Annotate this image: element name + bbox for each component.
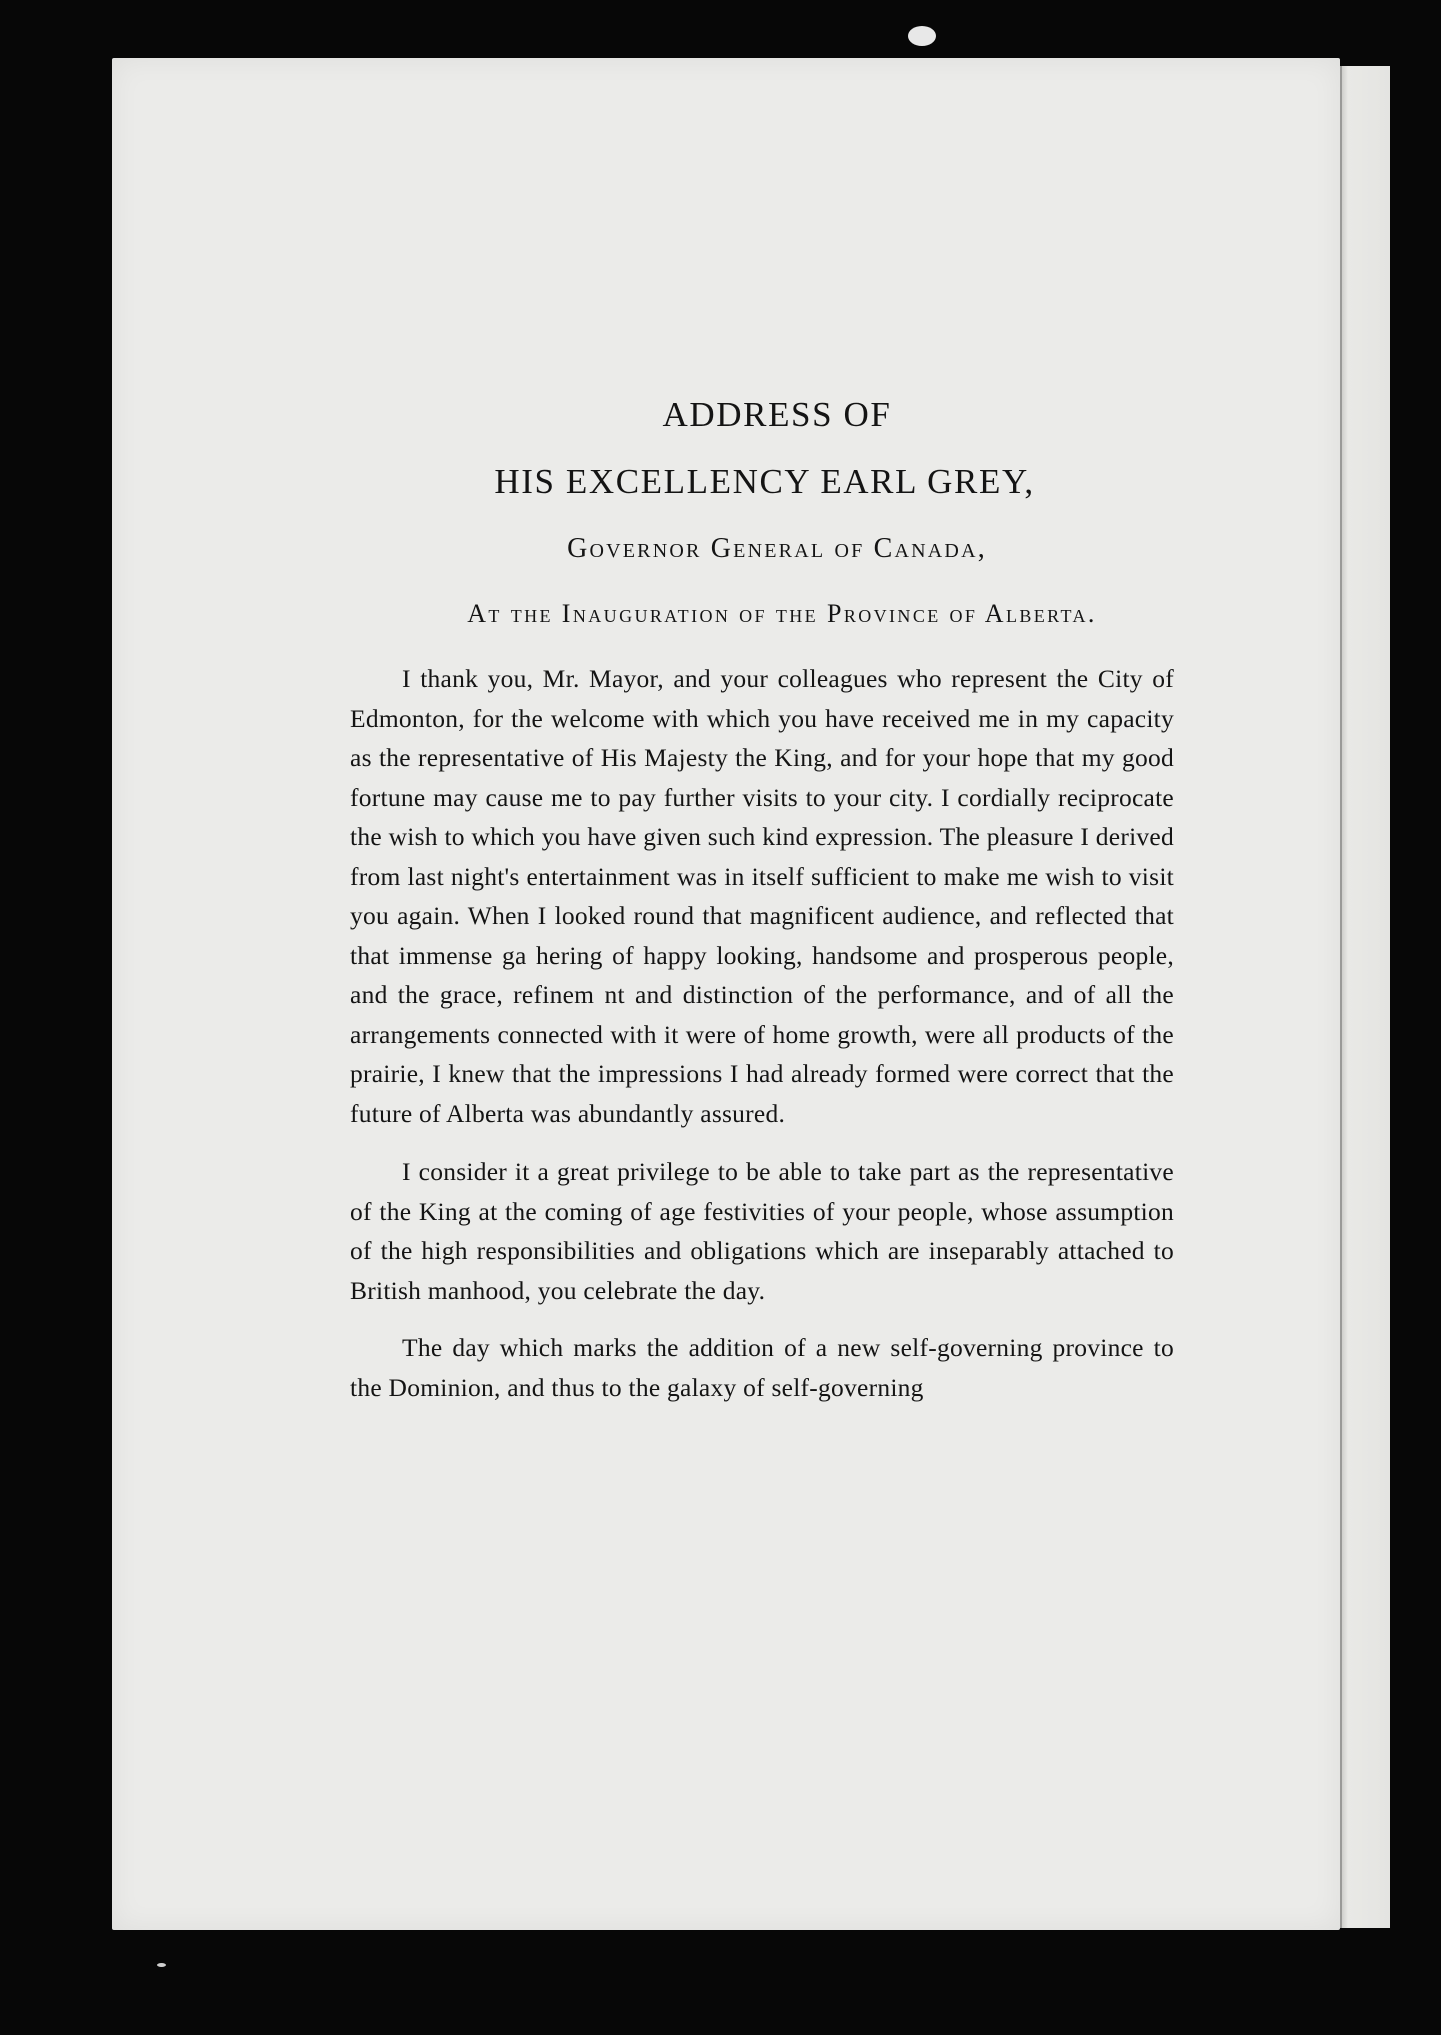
title-line-1: ADDRESS OF [662, 395, 892, 434]
paragraph-text: I thank you, Mr. Mayor, and your colleagues who represent the City of Edmonton, for the welcome with which you have received me in my capacity as the representative of His Majesty the King, and for your hope that my good fortune may cause me to pay further visits to your city. I cordially reciprocate the wish to which you have given such kind expression. The pleasure I derived from last night's entertainment was in itself sufficient to make me wish to visit you again. When I looked round that magnificent audience, and reflected that that immense ga hering of happy looking, handsome and prosperous people, and the grace, refinem nt and distinction of the performance, and of all the arrangements connected with it were of home growth, were all products of the prairie, I knew that the impressions I had already formed were correct that the future of Alberta was abundantly assured. [350, 664, 1174, 1128]
paragraph-text: I consider it a great privilege to be able to take part as the representative of the King at the coming of age festivities of your people, whose assumption of the high responsibilities and obligations which are inseparably attached to British manhood, you celebrate the day. [350, 1157, 1174, 1305]
subtitle-inauguration: At the Inauguration of the Province of Alberta. [467, 599, 1097, 628]
paragraph-2 [350, 1152, 1174, 1310]
scan-speck [908, 26, 936, 46]
paragraph-1 [350, 659, 1174, 1133]
title-line-2: HIS EXCELLENCY EARL GREY, [494, 462, 1035, 501]
paragraph-3 [350, 1328, 1174, 1407]
facing-page-edge [1340, 66, 1390, 1928]
subtitle-governor-general: Governor General of Canada, [567, 533, 987, 564]
document-content [350, 394, 1174, 1407]
paragraph-text: The day which marks the addition of a new self-governing province to the Dominion, and thus to the galaxy of self-governing [350, 1333, 1174, 1402]
scan-speck [157, 1963, 166, 1967]
